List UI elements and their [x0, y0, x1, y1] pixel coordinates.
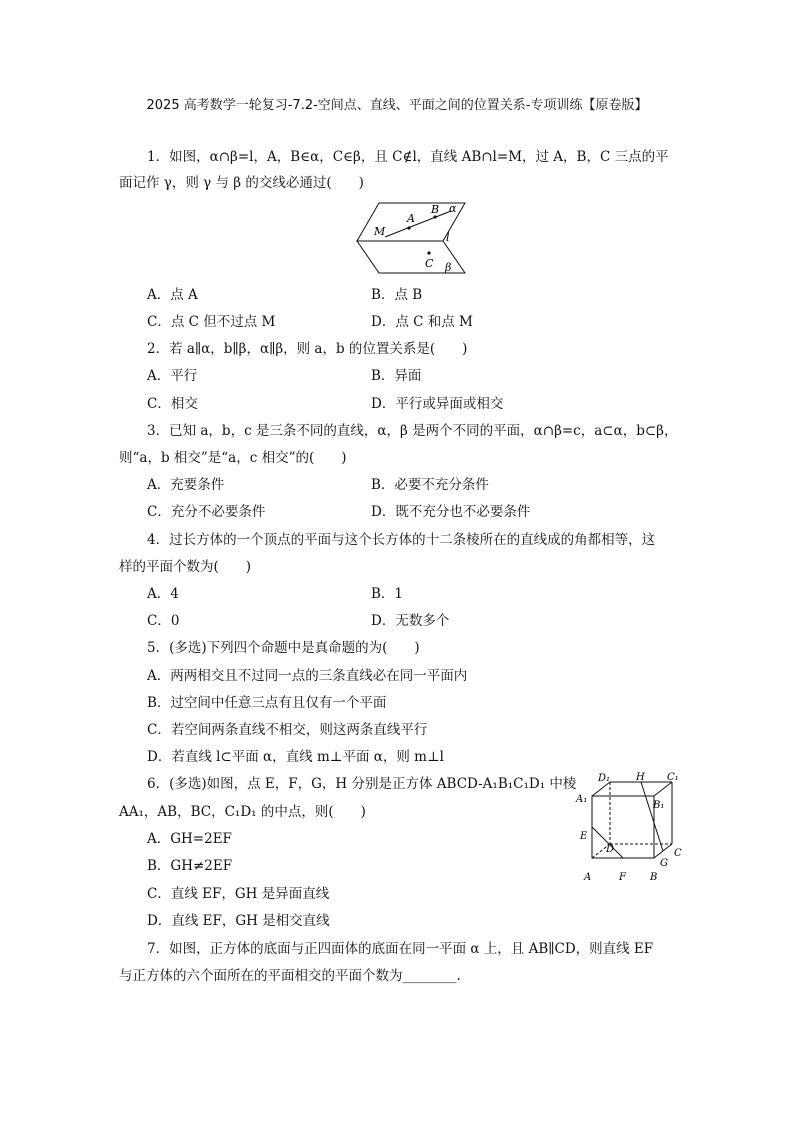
q2-option-d: D．平行或异面或相交 — [371, 396, 504, 412]
q1-option-a: A．点 A — [147, 287, 198, 303]
q1-stem-line1: 1．如图，α∩β=l，A，B∈α，C∈β，且 C∉l，直线 AB∩l=M，过 A，B，C 三点的平 — [147, 149, 669, 165]
q6-label-B: B — [650, 872, 658, 883]
q4-option-a: A．4 — [147, 586, 179, 602]
q5-stem: 5．(多选)下列四个命题中是真命题的为( ) — [147, 640, 420, 656]
q2-option-c: C．相交 — [147, 396, 198, 412]
q1-label-alpha: α — [449, 202, 457, 215]
q2-stem: 2．若 a∥α，b∥β，α∥β，则 a，b 的位置关系是( ) — [147, 341, 468, 357]
q1-option-b: B．点 B — [371, 287, 423, 303]
q1-stem-line2: 面记作 γ，则 γ 与 β 的交线必通过( ) — [119, 175, 364, 191]
q1-planes-figure — [355, 197, 467, 279]
q3-stem-line2: 则“a，b 相交”是“a，c 相交”的( ) — [119, 450, 347, 466]
q2-option-b: B．异面 — [371, 368, 422, 384]
q1-label-C: C — [425, 257, 434, 270]
q1-label-l: l — [446, 231, 450, 244]
q2-option-a: A．平行 — [147, 368, 198, 384]
q1-label-B: B — [431, 203, 440, 216]
q1-label-A: A — [407, 212, 415, 225]
q5-option-a: A．两两相交且不过同一点的三条直线必在同一平面内 — [147, 668, 468, 684]
q6-label-A: A — [584, 872, 592, 883]
q5-option-d: D．若直线 l⊂平面 α，直线 m⊥平面 α，则 m⊥l — [147, 749, 444, 765]
q6-stem-line2: AA₁，AB，BC，C₁D₁ 的中点，则( ) — [119, 804, 366, 820]
q1-label-beta: β — [445, 261, 452, 274]
q7-stem-line2: 与正方体的六个面所在的平面相交的平面个数为________. — [119, 968, 461, 984]
q6-label-A1: A₁ — [576, 794, 588, 805]
q5-option-c: C．若空间两条直线不相交，则这两条直线平行 — [147, 722, 428, 738]
q3-stem-line1: 3．已知 a，b，c 是三条不同的直线，α，β 是两个不同的平面，α∩β=c，a⊂α，b⊂β， — [147, 423, 678, 439]
q6-label-H: H — [636, 772, 645, 783]
q6-label-C1: C₁ — [667, 772, 679, 783]
q4-option-b: B．1 — [371, 586, 404, 602]
q6-label-D1: D₁ — [598, 773, 611, 784]
q4-stem-line2: 样的平面个数为( ) — [119, 559, 252, 575]
q6-label-G: G — [660, 858, 668, 869]
q6-stem-line1: 6．(多选)如图，点 E，F，G，H 分别是正方体 ABCD-A₁B₁C₁D₁ 中棱 — [147, 776, 577, 792]
q7-stem-line1: 7．如图，正方体的底面与正四面体的底面在同一平面 α 上，且 AB∥CD，则直线 EF — [147, 941, 654, 957]
q6-option-d: D．直线 EF，GH 是相交直线 — [147, 913, 330, 929]
q3-option-a: A．充要条件 — [147, 477, 225, 493]
q3-option-d: D．既不充分也不必要条件 — [371, 504, 531, 520]
q6-label-C: C — [674, 848, 682, 859]
q4-option-d: D．无数多个 — [371, 613, 450, 629]
q1-option-d: D．点 C 和点 M — [371, 314, 473, 330]
q1-option-c: C．点 C 但不过点 M — [147, 314, 276, 330]
q6-label-B1: B₁ — [653, 800, 665, 811]
q3-option-b: B．必要不充分条件 — [371, 477, 489, 493]
q4-stem-line1: 4．过长方体的一个顶点的平面与这个长方体的十二条棱所在的直线成的角都相等，这 — [147, 532, 656, 548]
q6-cube-figure — [574, 770, 686, 886]
q6-option-b: B．GH≠2EF — [147, 858, 233, 874]
q6-label-E: E — [580, 831, 588, 842]
q6-option-a: A．GH=2EF — [147, 831, 232, 847]
q4-option-c: C．0 — [147, 613, 180, 629]
page-title: 2025 高考数学一轮复习-7.2-空间点、直线、平面之间的位置关系-专项训练【原卷版】 — [146, 98, 648, 113]
q6-label-F: F — [619, 872, 626, 883]
q6-label-D: D — [606, 844, 615, 855]
q5-option-b: B．过空间中任意三点有且仅有一个平面 — [147, 695, 387, 711]
q3-option-c: C．充分不必要条件 — [147, 504, 266, 520]
q1-label-M: M — [374, 225, 386, 238]
q6-option-c: C．直线 EF，GH 是异面直线 — [147, 886, 330, 902]
